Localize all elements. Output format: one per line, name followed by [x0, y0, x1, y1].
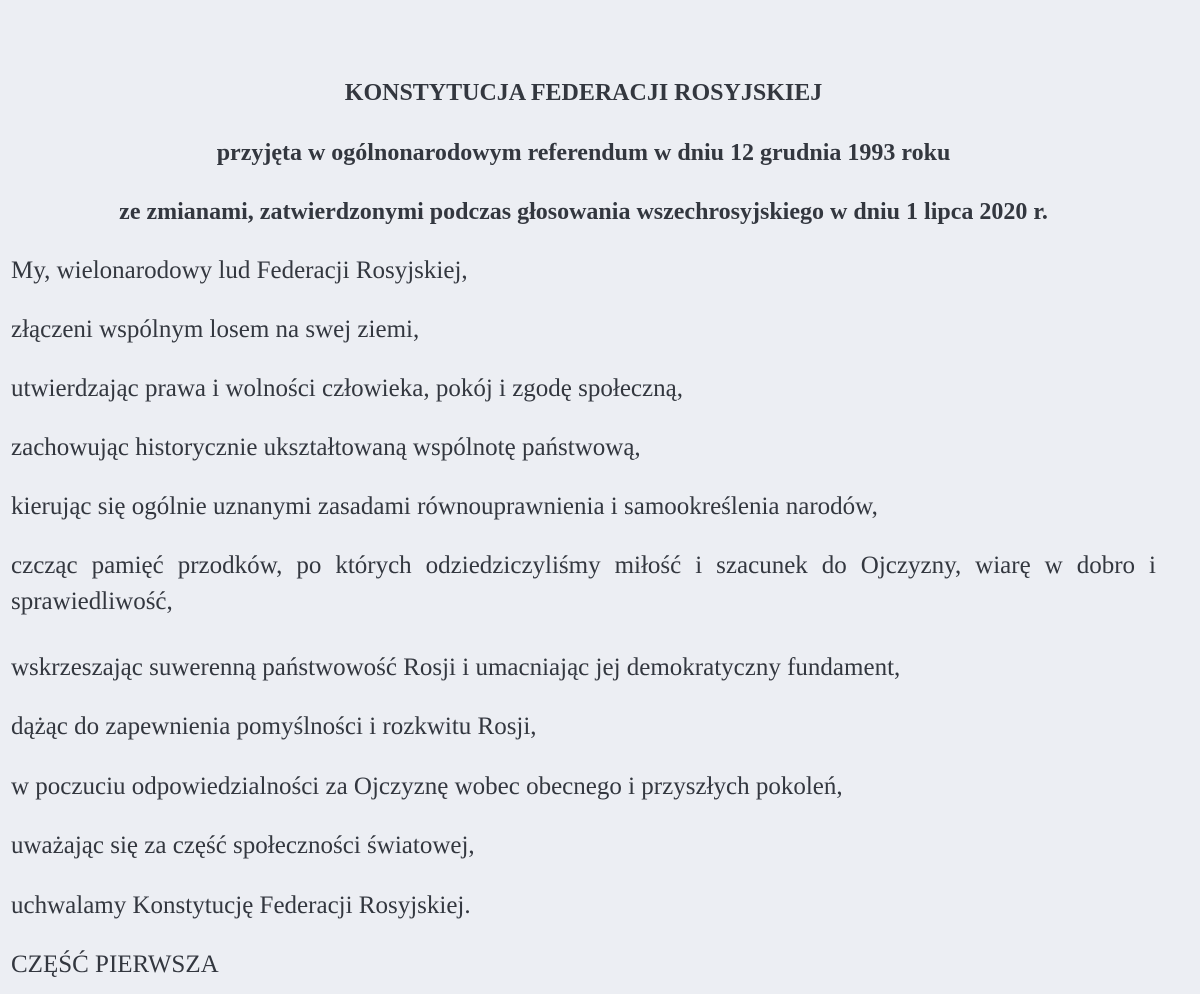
preamble-paragraph: uważając się za część społeczności światowej, [11, 832, 475, 859]
document-title: KONSTYTUCJA FEDERACJI ROSYJSKIEJ [344, 80, 823, 106]
preamble-paragraph: w poczuciu odpowiedzialności za Ojczyznę wobec obecnego i przyszłych pokoleń, [11, 773, 843, 800]
preamble-paragraph: czcząc pamięć przodków, po których odziedziczyliśmy miłość i szacunek do Ojczyzny, wiarę w dobro i sprawiedliwość, [11, 552, 1156, 615]
preamble-paragraph: zachowując historycznie ukształtowaną wspólnotę państwową, [11, 434, 641, 461]
preamble-paragraph: wskrzeszając suwerenną państwowość Rosji i umacniając jej demokratyczny fundament, [11, 654, 901, 681]
section-heading: CZĘŚĆ PIERWSZA [11, 951, 219, 978]
preamble-paragraph: utwierdzając prawa i wolności człowieka, pokój i zgodę społeczną, [11, 375, 683, 402]
preamble-paragraph: uchwalamy Konstytucję Federacji Rosyjskiej. [11, 892, 471, 919]
preamble-paragraph: kierując się ogólnie uznanymi zasadami równouprawnienia i samookreślenia narodów, [11, 493, 878, 520]
preamble-paragraph: dążąc do zapewnienia pomyślności i rozkwitu Rosji, [11, 713, 537, 740]
preamble-paragraph: My, wielonarodowy lud Federacji Rosyjskiej, [11, 257, 468, 284]
preamble-paragraph: złączeni wspólnym losem na swej ziemi, [11, 316, 420, 343]
document-subtitle: przyjęta w ogólnonarodowym referendum w dniu 12 grudnia 1993 roku [216, 140, 951, 166]
amendments-note: ze zmianami, zatwierdzonymi podczas głosowania wszechrosyjskiego w dniu 1 lipca 2020 r. [119, 199, 1048, 225]
